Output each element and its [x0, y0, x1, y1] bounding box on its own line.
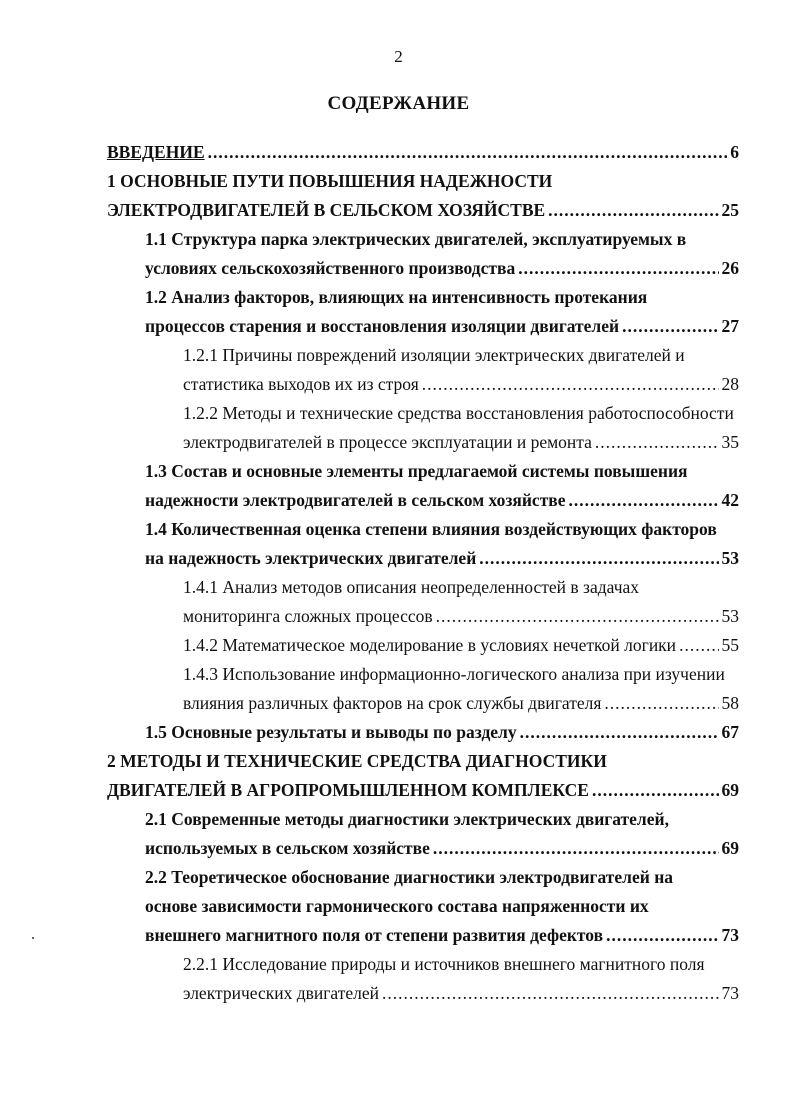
toc-page-number: 73 [721, 925, 739, 945]
dot-leader [569, 486, 719, 515]
toc-page-number: 27 [721, 316, 739, 336]
toc-entry-line: 1.2.2 Методы и технические средства восстановления работоспособности [183, 403, 734, 423]
toc-page-number: 55 [721, 635, 739, 655]
toc-page-number: 28 [721, 374, 739, 394]
toc-entry-line: 1.4.3 Использование информационно-логического анализа при изучении [183, 664, 725, 684]
toc-entry-title: ДВИГАТЕЛЕЙ В АГРОПРОМЫШЛЕННОМ КОМПЛЕКСЕ [107, 780, 589, 800]
toc-entry-title: 1.5 Основные результаты и выводы по разделу [145, 722, 517, 742]
dot-leader [518, 254, 718, 283]
dot-leader [436, 602, 719, 631]
toc-page-number: 53 [721, 606, 739, 626]
toc-entry-line: 1.2.1 Причины повреждений изоляции электрических двигателей и [183, 345, 685, 365]
toc-entry-line: 1.2 Анализ факторов, влияющих на интенсивность протекания [145, 287, 648, 307]
toc-entry-1-1[interactable] [145, 225, 739, 283]
toc-entry-line: 1 ОСНОВНЫЕ ПУТИ ПОВЫШЕНИЯ НАДЕЖНОСТИ [107, 171, 553, 191]
toc-entry-1-5[interactable] [145, 718, 739, 747]
toc-entry-1-2-2[interactable] [183, 399, 739, 457]
toc-entry-2-2[interactable] [145, 863, 739, 950]
dot-leader [422, 370, 719, 399]
toc-entry-title: условиях сельскохозяйственного производства [145, 258, 516, 278]
toc-entry-2-2-1[interactable] [183, 950, 739, 1008]
toc-entry-title: на надежность электрических двигателей [145, 548, 477, 568]
toc-entry-line: 2 МЕТОДЫ И ТЕХНИЧЕСКИЕ СРЕДСТВА ДИАГНОСТИКИ [107, 751, 607, 771]
toc-page-number: 69 [721, 838, 739, 858]
toc-entry-title: электрических двигателей [183, 983, 380, 1003]
dot-leader [208, 138, 728, 167]
toc-entry-1-4[interactable] [145, 515, 739, 573]
toc-entry-title: процессов старения и восстановления изоляции двигателей [145, 316, 620, 336]
toc-entry-title: надежности электродвигателей в сельском хозяйстве [145, 490, 566, 510]
toc-page-number: 67 [721, 722, 739, 742]
toc-entry-line: 1.3 Состав и основные элементы предлагаемой системы повышения [145, 461, 688, 481]
dot-leader [548, 196, 718, 225]
toc-entry-title: влияния различных факторов на срок службы двигателя [183, 693, 602, 713]
dot-leader [479, 544, 718, 573]
toc-entry-1-4-3[interactable] [183, 660, 739, 718]
toc-page-number: 42 [721, 490, 739, 510]
toc-entry-chapter-2[interactable] [107, 747, 739, 805]
toc-entry-title: электродвигателей в процессе эксплуатации и ремонта [183, 432, 592, 452]
toc-page-number: 35 [721, 432, 739, 452]
toc-entry-line: 1.4 Количественная оценка степени влияния воздействующих факторов [145, 519, 717, 539]
toc-entry-title: внешнего магнитного поля от степени развития дефектов [145, 925, 604, 945]
dot-leader [595, 428, 719, 457]
toc-page-number: 6 [730, 142, 739, 162]
toc-page-number: 58 [721, 693, 739, 713]
toc-entry-line: основе зависимости гармонического состава напряженности их [145, 896, 649, 916]
toc-page-number: 26 [721, 258, 739, 278]
dot-leader [606, 921, 718, 950]
toc-entry-title: ЭЛЕКТРОДВИГАТЕЛЕЙ В СЕЛЬСКОМ ХОЗЯЙСТВЕ [107, 200, 546, 220]
dot-leader [679, 631, 718, 660]
toc-entry-line: 1.4.1 Анализ методов описания неопределенностей в задачах [183, 577, 640, 597]
toc-entry-line: 1.1 Структура парка электрических двигателей, эксплуатируемых в [145, 229, 687, 249]
toc-entry-title: статистика выходов их из строя [183, 374, 419, 394]
toc-entry-title: используемых в сельском хозяйстве [145, 838, 430, 858]
toc-page-number: 25 [721, 200, 739, 220]
toc-entry-line: 2.2.1 Исследование природы и источников внешнего магнитного поля [183, 954, 705, 974]
toc-page-number: 53 [721, 548, 739, 568]
toc-entry-2-1[interactable] [145, 805, 739, 863]
toc-entry-1-2[interactable] [145, 283, 739, 341]
toc-entry-chapter-1[interactable] [107, 167, 739, 225]
toc-entry-title: 1.4.2 Математическое моделирование в условиях нечеткой логики [183, 635, 677, 655]
dot-leader [622, 312, 718, 341]
toc-entry-line: 2.2 Теоретическое обоснование диагностики электродвигателей на [145, 867, 674, 887]
toc-page-number: 73 [721, 983, 739, 1003]
toc-entry-title: мониторинга сложных процессов [183, 606, 433, 626]
dot-leader [382, 979, 718, 1008]
dot-leader [592, 776, 719, 805]
toc-entry-1-2-1[interactable] [183, 341, 739, 399]
toc-entry-line: 2.1 Современные методы диагностики электрических двигателей, [145, 809, 669, 829]
page-number: 2 [394, 47, 403, 66]
toc-entry-1-4-1[interactable] [183, 573, 739, 631]
toc-entry-1-3[interactable] [145, 457, 739, 515]
dot-leader [604, 689, 718, 718]
dot-leader [520, 718, 719, 747]
dot-leader [433, 834, 719, 863]
toc-entry-title: ВВЕДЕНИЕ [107, 142, 205, 162]
scan-speck [32, 937, 34, 939]
toc-page-number: 69 [721, 780, 739, 800]
toc-entry-intro[interactable] [107, 138, 739, 167]
page-title: СОДЕРЖАНИЕ [327, 93, 470, 114]
toc-entry-1-4-2[interactable] [183, 631, 739, 660]
